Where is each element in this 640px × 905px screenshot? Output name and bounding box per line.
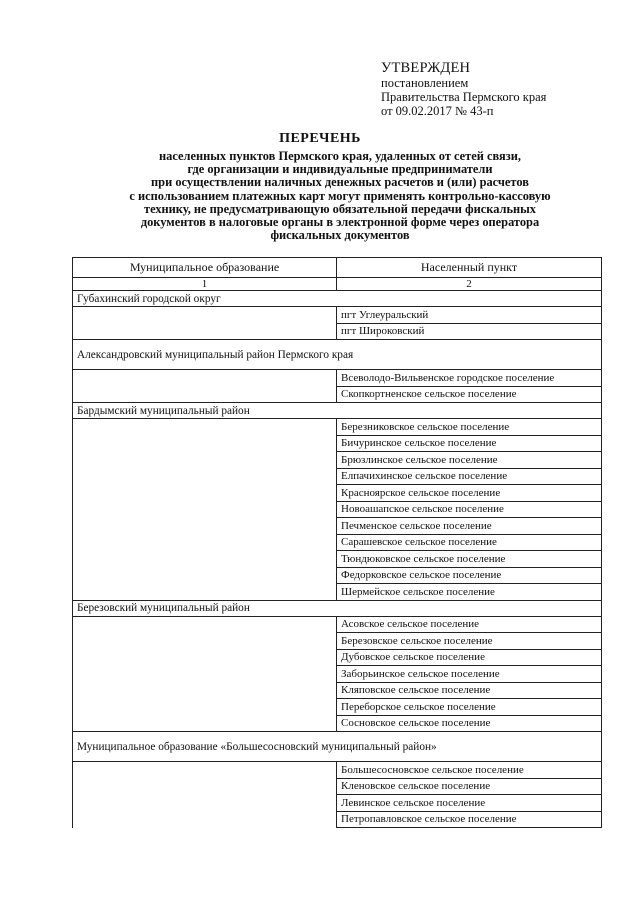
- group-name: Бардымский муниципальный район: [73, 403, 602, 419]
- municipality-cell: [73, 715, 337, 732]
- document-title: ПЕРЕЧЕНЬ: [279, 131, 361, 146]
- table-row: [73, 682, 602, 699]
- table-header-row: [73, 258, 602, 278]
- settlement-cell: пгт Углеуральский: [337, 307, 602, 324]
- settlement-cell: Асовское сельское поселение: [337, 616, 602, 633]
- group-name: Губахинский городской округ: [73, 291, 602, 307]
- settlement-cell: Всеволодо-Вильвенское городское поселение: [337, 370, 602, 387]
- table-row: [73, 370, 602, 387]
- subtitle-line: фискальных документов: [270, 228, 410, 243]
- settlement-cell: Федорковское сельское поселение: [337, 567, 602, 584]
- settlement-cell: Тюндюковское сельское поселение: [337, 551, 602, 568]
- settlement-cell: Шермейское сельское поселение: [337, 584, 602, 601]
- settlement-cell: Брюзлинское сельское поселение: [337, 452, 602, 469]
- group-row: [73, 291, 602, 307]
- municipality-cell: [73, 666, 337, 683]
- table-row: [73, 551, 602, 568]
- table-body: [73, 291, 602, 828]
- approval-line-1: постановлением: [381, 76, 469, 90]
- table-row: [73, 762, 602, 779]
- municipality-cell: [73, 485, 337, 502]
- group-row: [73, 403, 602, 419]
- municipality-cell: [73, 567, 337, 584]
- group-name: Муниципальное образование «Большесосновский муниципальный район»: [73, 732, 602, 762]
- settlement-cell: Большесосновское сельское поселение: [337, 762, 602, 779]
- settlement-cell: Новоашапское сельское поселение: [337, 501, 602, 518]
- settlement-cell: Елпачихинское сельское поселение: [337, 468, 602, 485]
- table-row: [73, 616, 602, 633]
- table-row: [73, 778, 602, 795]
- municipality-cell: [73, 551, 337, 568]
- municipality-cell: [73, 435, 337, 452]
- table-row: [73, 307, 602, 324]
- settlement-cell: Березниковское сельское поселение: [337, 419, 602, 436]
- group-row: [73, 600, 602, 616]
- municipality-cell: [73, 518, 337, 535]
- settlement-cell: Бичуринское сельское поселение: [337, 435, 602, 452]
- table-row: [73, 649, 602, 666]
- table-row: [73, 795, 602, 812]
- settlement-cell: Сосновское сельское поселение: [337, 715, 602, 732]
- approval-block: [381, 60, 631, 118]
- group-name: Александровский муниципальный район Пермского края: [73, 340, 602, 370]
- table-row: [73, 518, 602, 535]
- column-number: 1: [73, 278, 337, 291]
- table-row: [73, 468, 602, 485]
- settlement-cell: Переборское сельское поселение: [337, 699, 602, 716]
- settlement-cell: Кленовское сельское поселение: [337, 778, 602, 795]
- column-number: 2: [337, 278, 602, 291]
- table-row: [73, 419, 602, 436]
- subtitle-line: где организации и индивидуальные предприниматели: [187, 162, 493, 177]
- settlement-cell: Заборьинское сельское поселение: [337, 666, 602, 683]
- table-row: [73, 584, 602, 601]
- subtitle-line: с использованием платежных карт могут применять контрольно-кассовую: [129, 188, 551, 203]
- municipality-cell: [73, 501, 337, 518]
- municipality-cell: [73, 795, 337, 812]
- table-row: [73, 567, 602, 584]
- table-row: [73, 452, 602, 469]
- table-row: [73, 323, 602, 340]
- municipality-cell: [73, 682, 337, 699]
- settlements-table: [72, 257, 602, 828]
- municipality-cell: [73, 452, 337, 469]
- subtitle-line: населенных пунктов Пермского края, удаленных от сетей связи,: [159, 149, 521, 163]
- municipality-cell: [73, 778, 337, 795]
- municipality-cell: [73, 762, 337, 779]
- municipality-cell: [73, 534, 337, 551]
- settlement-cell: Березовское сельское поселение: [337, 633, 602, 650]
- municipality-cell: [73, 419, 337, 436]
- group-name: Березовский муниципальный район: [73, 600, 602, 616]
- group-row: [73, 732, 602, 762]
- approval-title: УТВЕРЖДЕН: [381, 60, 471, 76]
- settlement-cell: Петропавловское сельское поселение: [337, 811, 602, 828]
- municipality-cell: [73, 699, 337, 716]
- table-row: [73, 386, 602, 403]
- table-row: [73, 715, 602, 732]
- municipality-cell: [73, 633, 337, 650]
- municipality-cell: [73, 386, 337, 403]
- subtitle-line: документов в налоговые органы в электронной форме через оператора: [140, 215, 540, 230]
- settlement-cell: Дубовское сельское поселение: [337, 649, 602, 666]
- municipality-cell: [73, 584, 337, 601]
- settlement-cell: пгт Широковский: [337, 323, 602, 340]
- approval-line-3: от 09.02.2017 № 43-п: [381, 104, 494, 118]
- settlement-cell: Скопкортненское сельское поселение: [337, 386, 602, 403]
- settlement-cell: Красноярское сельское поселение: [337, 485, 602, 502]
- municipality-cell: [73, 307, 337, 324]
- municipality-cell: [73, 370, 337, 387]
- table-row: [73, 485, 602, 502]
- settlement-cell: Левинское сельское поселение: [337, 795, 602, 812]
- municipality-cell: [73, 468, 337, 485]
- table-row: [73, 666, 602, 683]
- subtitle-line: при осуществлении наличных денежных расчетов и (или) расчетов: [151, 175, 529, 190]
- column-header-settlement: Населенный пункт: [337, 258, 602, 278]
- municipality-cell: [73, 649, 337, 666]
- table-row: [73, 633, 602, 650]
- settlement-cell: Сарашевское сельское поселение: [337, 534, 602, 551]
- document-subtitle: [90, 150, 590, 242]
- group-row: [73, 340, 602, 370]
- column-number-row: [73, 278, 602, 291]
- municipality-cell: [73, 811, 337, 828]
- approval-line-2: Правительства Пермского края: [381, 90, 547, 104]
- municipality-cell: [73, 323, 337, 340]
- table-row: [73, 435, 602, 452]
- table-row: [73, 534, 602, 551]
- settlement-cell: Кляповское сельское поселение: [337, 682, 602, 699]
- municipality-cell: [73, 616, 337, 633]
- settlement-cell: Печменское сельское поселение: [337, 518, 602, 535]
- table-row: [73, 501, 602, 518]
- subtitle-line: технику, не предусматривающую обязательной передачи фискальных: [143, 201, 537, 216]
- column-header-municipality: Муниципальное образование: [73, 258, 337, 278]
- table-row: [73, 699, 602, 716]
- table-row: [73, 811, 602, 828]
